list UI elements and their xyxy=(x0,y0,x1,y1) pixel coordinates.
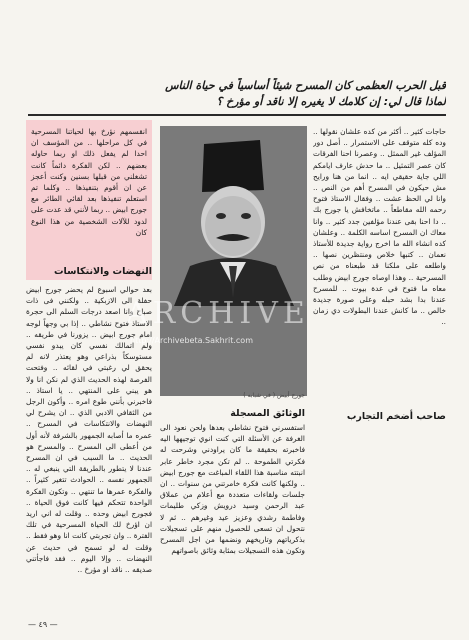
header-line-2: لماذا قال لي: إن كلامك لا يغيره إلا ناقد أو مؤرخ ؟ xyxy=(216,95,446,108)
subhead-documents: الوثائق المسجلة xyxy=(230,408,305,419)
column-middle-text: استفسرني فتوح نشاطي بعدها ولحن نعود الى الغرفة عن الأسئلة التي كنت انوي توجيهها اليه فاخبرته بحقيقة ما كان يراودني وشرحت له فكرتي الطموحة .. لم تكن مجرد خاطر عابر انبتته مناسبة هذا اللقاء المباغت مع جورج ابيض .. ولكنها كانت فكرة خامرتني من سنوات .. ان جلسات ولقاءات متعددة مع أعلام من عملاق عبد الرحمن وسيد درويش وزكي طليمات وفاطمة رشدي وعزيز عيد وغيرهم .. ثم لا نتحول ان تسعى للحصول منهم على تسجيلات بذكرياتهم وتاريخهم ونضمها من اجل المسرح وتكون هذه التسجيلات بمثابة وثائق باصواتهم xyxy=(160,423,305,556)
column-right xyxy=(313,126,446,622)
left-pink-box xyxy=(26,120,152,280)
column-middle xyxy=(160,422,305,622)
left-box-text: انقسمهم نؤرخ بها لحياتنا المسرحية في كل مراحلها .. من المؤسف ان احدا لم يفعل ذلك او ربما حاوله بعضهم .. لكن الفكرة دائماً كانت تشغلني من قبلها بسنين وكنت أعجز عن ان أقوم بتنفيذها .. وكلما تم استعلم تنفيذها بعد لقائي الطائر مع جورج ابيض .. ربما لأنني قد عدت على لدود للآلات الشخصية من هذا النوع كان xyxy=(31,127,147,237)
header-line-1: قبل الحرب العظمى كان المسرح شيئاً أساسياً في حياة الناس xyxy=(165,79,446,92)
subhead-renaissance: النهضات والانتكاسات xyxy=(54,266,152,277)
photo-caption: جورج أبيض ( في شبابه ) xyxy=(243,392,305,399)
archive-watermark: ARCHIVE xyxy=(126,296,310,331)
archive-watermark-url: http://Archivebeta.Sakhrit.com xyxy=(130,336,253,345)
portrait-photo xyxy=(160,126,307,306)
column-left-text: بعد حوالي اسبوع لم يحضر جورج ابيض حفلة الى الازبكية .. ولكنني فى ذات صباح وانا اصعد درجات السلم الى حجرة الاستاذ فتوح نشاطي .. إذا بي وجهاً لوجه امام جورج ابيض .. يزورنا في طريقه .. ولم اتمالك نفسي كان يبدو نفسي مستوسكاً بذراعي وهو يعتذر لانه لم يحقق لي رغبتي في لقائه .. وفتحت الفرصة لهذه الحديث الذي لم نكن انا ولا هو يبني على المنتهي .. يا استاذ .. فاخبرني بأنني طوع امره .. وأكون الرجل من الثقافي الادبي الذي .. ان يشرح لي النهضات والانتكاسات في المسرح .. عمره ما أصابه الجمهور بالشرفة لأنه أول من أعطى الى المسرح .. والمسرح هو الحديث .. ما السبب في ان المسرح عندنا لا يتطور بالطريقة التي ينبغي له .. الجمهور نفسه .. الحوادث تتغير كثيراً .. والفكرة عمرها ما تنتهي .. وتكون الفكرة الواحدة تتحكم فيها كانت فوق الحياة .. فجورج ابيض وحده .. وقلت له اني اريد ان اؤرخ لك الحياة المسرحية في تلك الفترة .. وان تجربتي كانت انا وهو فقط .. وقلت له لو تسمح في حديث عن النهضات .. وإلا اليوم .. فقد فاجأتني صديقه .. ناقد او مؤرخ .. xyxy=(26,285,152,575)
subhead-experiments: صاحب أضخم التجارب xyxy=(346,411,446,422)
column-left xyxy=(26,284,152,622)
header-rule xyxy=(28,114,446,116)
column-right-text: حاجات كثير .. أكثر من كده علشان نقولها .. وده كله متوقف على الاستمرار .. أصل دور المؤلف غير الممثل .. وعصرنا احنا الفرقات كان عصر التمثيل .. ما حدش عارف ايامكم اللي جاية حقيقي ايه .. انما من هنا ورايح مش حيكون في المسرح أهم من النص .. وانا لي الحظ عشت .. وفقال الاستاذ فتوح رحمه الله مقاطعاً .. ماتخافش يا جورج بك .. دا احنا بقى عندنا مؤلفين جدد كثير .. وانا معاك ان المسرح اساسه الكلمة .. وعلشان كده انشاء الله ما اخرج رواية جديدة للأستاذ نعمان .. كتبها خلاص ومنتظرين نصها .. واطلعه على ملكنا قد طبعناه من نص المسرحية .. وهذا اوصاه جورج ابيض وطلب معاه ما فتوح في عدة بيوت .. للمسرح عندنا بدا بشد حبله وعلى صورة جديدة خالص .. ما كانش عندنا البطولات دي زمان .. xyxy=(313,127,446,327)
portrait-illustration xyxy=(160,126,307,306)
article-header xyxy=(28,78,446,110)
page-number: — ٤٩ — xyxy=(28,620,58,629)
